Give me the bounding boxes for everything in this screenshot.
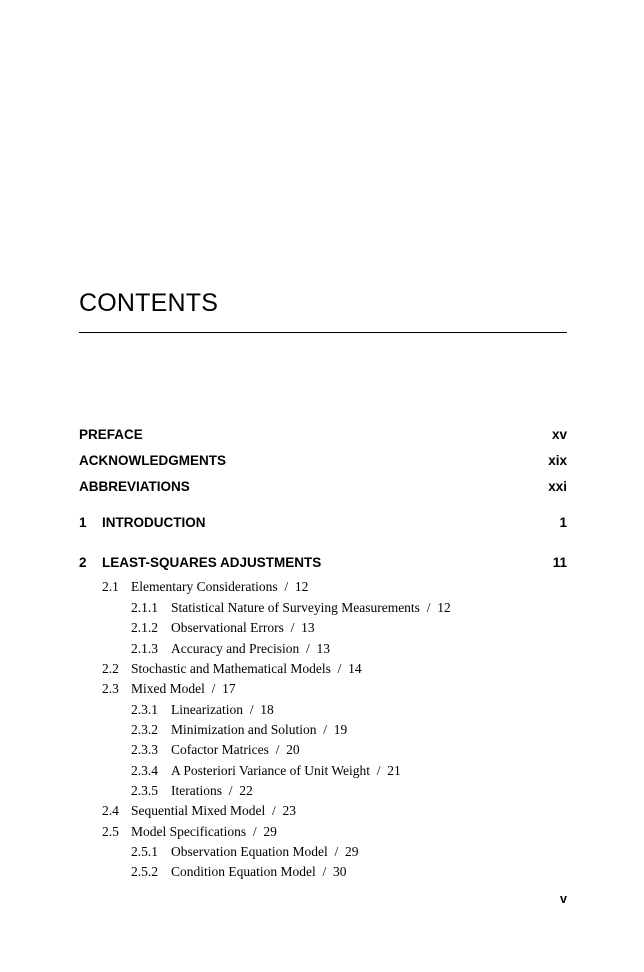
section-separator: / (271, 803, 276, 818)
toc-entry-acknowledgments[interactable] (79, 453, 567, 471)
section-separator: / (290, 620, 295, 635)
section-title: Observational Errors (171, 620, 284, 635)
section-page: 19 (333, 722, 348, 737)
section-title: Model Specifications (131, 824, 247, 839)
section-title: Cofactor Matrices (171, 742, 269, 757)
section-number: 2.1.1 (131, 600, 158, 615)
section-number: 2.1 (102, 579, 119, 594)
toc-subsection[interactable] (131, 783, 253, 801)
chapter-page: 11 (552, 555, 567, 570)
toc-entry-abbreviations[interactable] (79, 479, 567, 497)
section-number: 2.3.4 (131, 763, 158, 778)
section-separator: / (228, 783, 233, 798)
section-number: 2.1.3 (131, 641, 158, 656)
section-title: Condition Equation Model (171, 864, 316, 879)
toc-chapter-2[interactable] (79, 555, 567, 573)
section-title: Elementary Considerations (131, 579, 278, 594)
section-page: 22 (239, 783, 253, 798)
section-page: 29 (345, 844, 359, 859)
section-title: Stochastic and Mathematical Models (131, 661, 331, 676)
section-page: 20 (286, 742, 300, 757)
section-number: 2.3.3 (131, 742, 158, 757)
section-title: Statistical Nature of Surveying Measurements (171, 600, 420, 615)
toc-section[interactable] (102, 579, 308, 597)
section-title: Sequential Mixed Model (131, 803, 266, 818)
title-rule (79, 332, 567, 333)
section-separator: / (249, 702, 254, 717)
section-number: 2.3.5 (131, 783, 158, 798)
section-separator: / (284, 579, 289, 594)
section-page: 18 (260, 702, 274, 717)
toc-subsection[interactable] (131, 620, 315, 638)
toc-entry-label: ABBREVIATIONS (79, 479, 190, 494)
toc-subsection[interactable] (131, 864, 347, 882)
section-separator: / (426, 600, 431, 615)
chapter-title: LEAST-SQUARES ADJUSTMENTS (102, 555, 322, 570)
section-separator: / (252, 824, 257, 839)
toc-subsection[interactable] (131, 844, 359, 862)
toc-subsection[interactable] (131, 600, 451, 618)
page-folio: v (560, 892, 567, 906)
toc-subsection[interactable] (131, 702, 274, 720)
section-title: Minimization and Solution (171, 722, 317, 737)
section-number: 2.5.2 (131, 864, 158, 879)
section-page: 12 (294, 579, 309, 594)
toc-chapter-1[interactable] (79, 515, 567, 533)
toc-section[interactable] (102, 661, 362, 679)
toc-subsection[interactable] (131, 641, 330, 659)
toc-entry-page: xxi (548, 479, 567, 494)
section-title: A Posteriori Variance of Unit Weight (171, 763, 371, 778)
section-number: 2.1.2 (131, 620, 158, 635)
section-number: 2.5.1 (131, 844, 158, 859)
chapter-title: INTRODUCTION (102, 515, 206, 530)
section-page: 12 (437, 600, 451, 615)
section-page: 30 (333, 864, 347, 879)
toc-entry-page: xix (548, 453, 567, 468)
section-separator: / (376, 763, 381, 778)
section-separator: / (323, 722, 328, 737)
section-number: 2.4 (102, 803, 119, 818)
section-title: Mixed Model (131, 681, 205, 696)
section-separator: / (337, 661, 342, 676)
toc-subsection[interactable] (131, 763, 401, 781)
section-title: Iterations (171, 783, 222, 798)
toc-entry-label: PREFACE (79, 427, 143, 442)
section-separator: / (334, 844, 339, 859)
section-title: Linearization (171, 702, 243, 717)
toc-section[interactable] (102, 803, 296, 821)
section-page: 17 (222, 681, 236, 696)
toc-entry-preface[interactable] (79, 427, 567, 445)
section-page: 23 (282, 803, 296, 818)
section-separator: / (275, 742, 280, 757)
section-page: 29 (263, 824, 277, 839)
section-number: 2.2 (102, 661, 119, 676)
toc-entry-page: xv (551, 427, 567, 442)
toc-subsection[interactable] (131, 722, 347, 740)
page-title: CONTENTS (79, 289, 219, 317)
section-number: 2.5 (102, 824, 119, 839)
section-separator: / (305, 641, 310, 656)
chapter-number: 2 (79, 555, 87, 570)
section-page: 21 (387, 763, 401, 778)
section-page: 13 (301, 620, 315, 635)
section-separator: / (322, 864, 327, 879)
section-title: Observation Equation Model (171, 844, 328, 859)
chapter-number: 1 (79, 515, 87, 530)
chapter-page: 1 (559, 515, 567, 530)
section-number: 2.3.1 (131, 702, 158, 717)
toc-subsection[interactable] (131, 742, 300, 760)
section-number: 2.3 (102, 681, 119, 696)
section-number: 2.3.2 (131, 722, 158, 737)
toc-entry-label: ACKNOWLEDGMENTS (79, 453, 226, 468)
section-separator: / (211, 681, 216, 696)
toc-section[interactable] (102, 824, 277, 842)
section-page: 14 (348, 661, 362, 676)
section-page: 13 (316, 641, 330, 656)
section-title: Accuracy and Precision (171, 641, 300, 656)
toc-section[interactable] (102, 681, 236, 699)
